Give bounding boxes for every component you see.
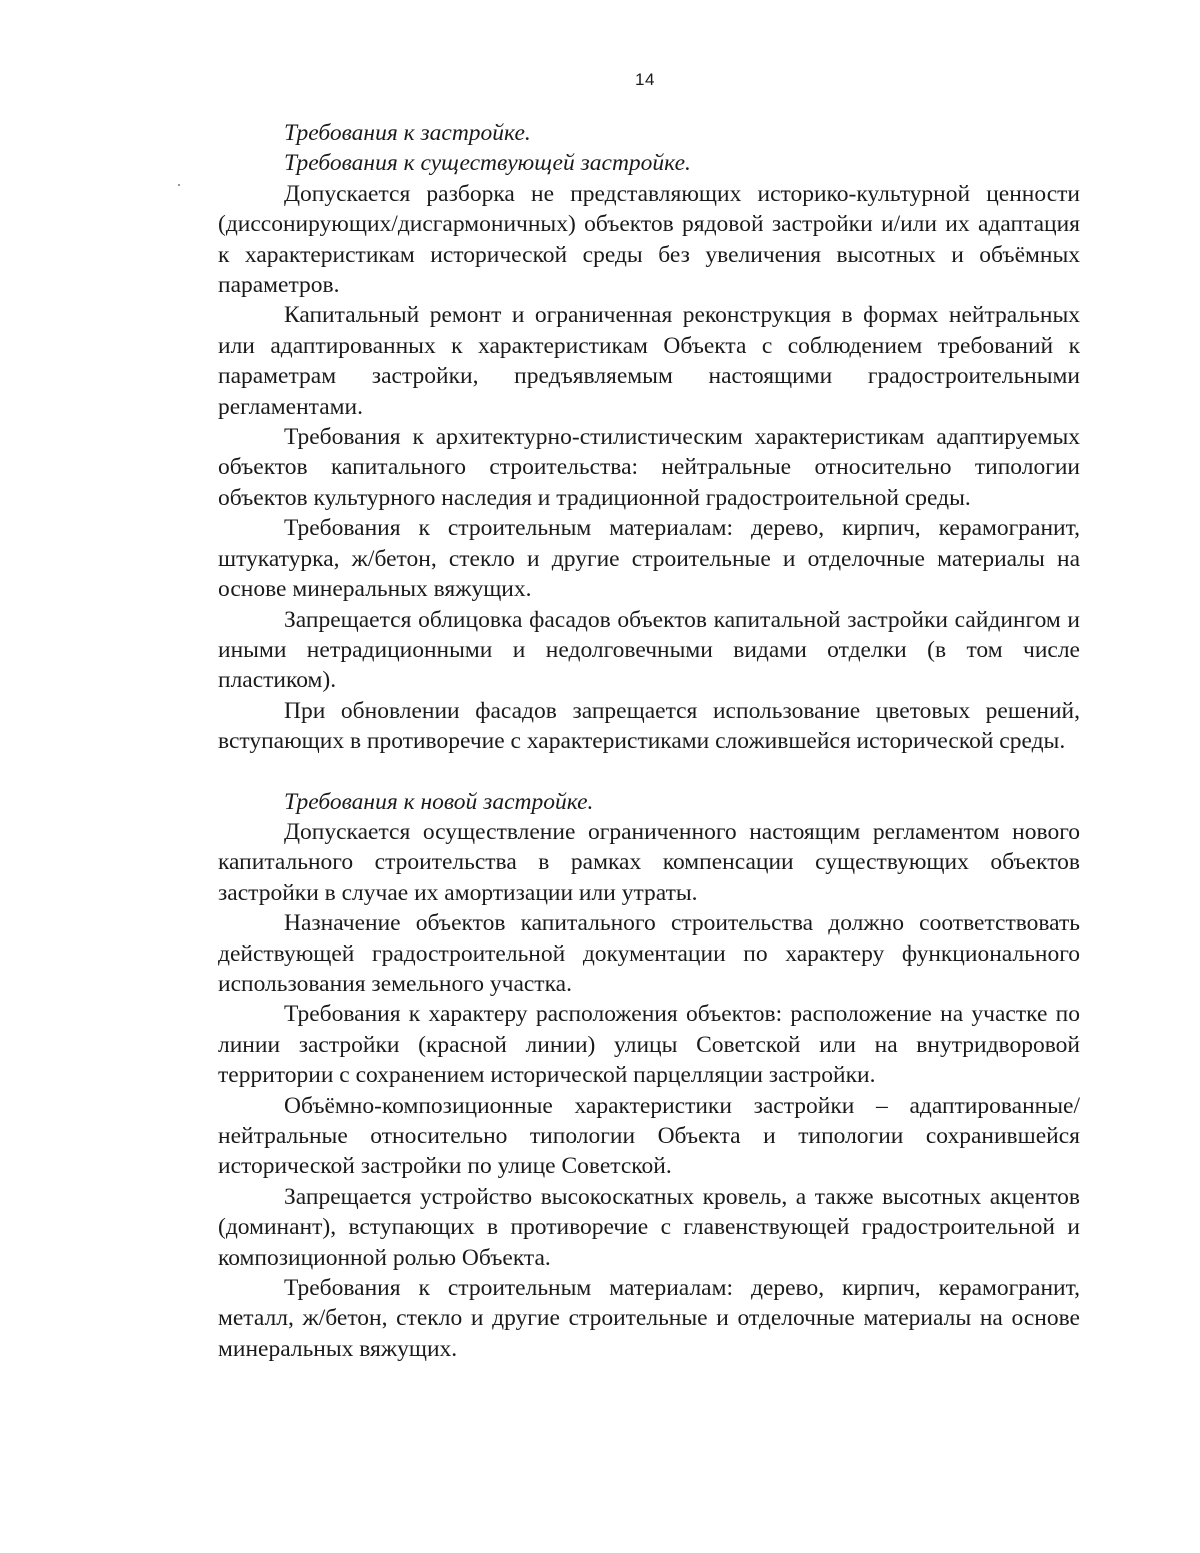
paragraph-new-construction: Допускается осуществление ограниченного настоящим регламентом нового капитального строительства в рамках компенсации существующих объектов застройки в случае их амортизации или утраты. (218, 818, 1080, 906)
paragraph-building-materials: Требования к строительным материалам: дерево, кирпич, керамогранит, штукатурка, ж/бетон, стекло и другие строительные и отделочные материалы на основе минеральных вяжущих. (218, 515, 1080, 603)
paragraph-placement: Требования к характеру расположения объектов: расположение на участке по линии застройки (красной линии) улицы Советской или на внутридворовой территории с сохранением исторической парцелляции застройки. (218, 1001, 1080, 1089)
section-gap (218, 757, 1080, 787)
heading-existing-development: Требования к существующей застройке. (284, 150, 691, 177)
paragraph-new-materials: Требования к строительным материалам: дерево, кирпич, керамогранит, металл, ж/бетон, стекло и другие строительные и отделочные материалы на основе минеральных вяжущих. (218, 1275, 1080, 1362)
paragraph-facade-colors: При обновлении фасадов запрещается использование цветовых решений, вступающих в противоречие с характеристиками сложившейся исторической среды. (218, 697, 1080, 755)
paragraph-architectural-style: Требования к архитектурно-стилистическим характеристикам адаптируемых объектов капитального строительства: нейтральные относительно типологии объектов культурного наследия и традиционной градостроительной среды. (218, 424, 1080, 511)
heading-new-development: Требования к новой застройке. (284, 788, 594, 815)
paragraph-capital-repair: Капитальный ремонт и ограниченная реконструкция в формах нейтральных или адаптированных к характеристикам Объекта с соблюдением требований к параметрам застройки, предъявляемым настоящими градостроительными регламентами. (218, 302, 1080, 420)
paragraph-facade-cladding-ban: Запрещается облицовка фасадов объектов капитальной застройки сайдингом и иными нетрадиционными и недолговечными видами отделки (в том числе пластиком). (218, 606, 1080, 694)
paragraph-dismantling: Допускается разборка не представляющих историко-культурной ценности (диссонирующих/дисгармоничных) объектов рядовой застройки и/или их адаптация к характеристикам исторической среды без увеличения высотных и объёмных параметров. (218, 180, 1080, 299)
section-existing-development (218, 118, 1080, 1364)
paragraph-roof-ban: Запрещается устройство высокоскатных кровель, а также высотных акцентов (доминант), вступающих в противоречие с главенствующей градостроительной и композиционной ролью Объекта. (218, 1183, 1080, 1271)
paragraph-volume-composition: Объёмно-композиционные характеристики застройки – адаптированные/нейтральные относительно типологии Объекта и типологии сохранившейся исторической застройки по улице Советской. (218, 1092, 1080, 1180)
page-number: 14 (635, 70, 655, 89)
scan-speck (178, 184, 180, 186)
heading-development-requirements: Требования к застройке. (284, 120, 531, 146)
paragraph-purpose: Назначение объектов капитального строительства должно соответствовать действующей градостроительной документации по характеру функционального использования земельного участка. (218, 910, 1080, 997)
